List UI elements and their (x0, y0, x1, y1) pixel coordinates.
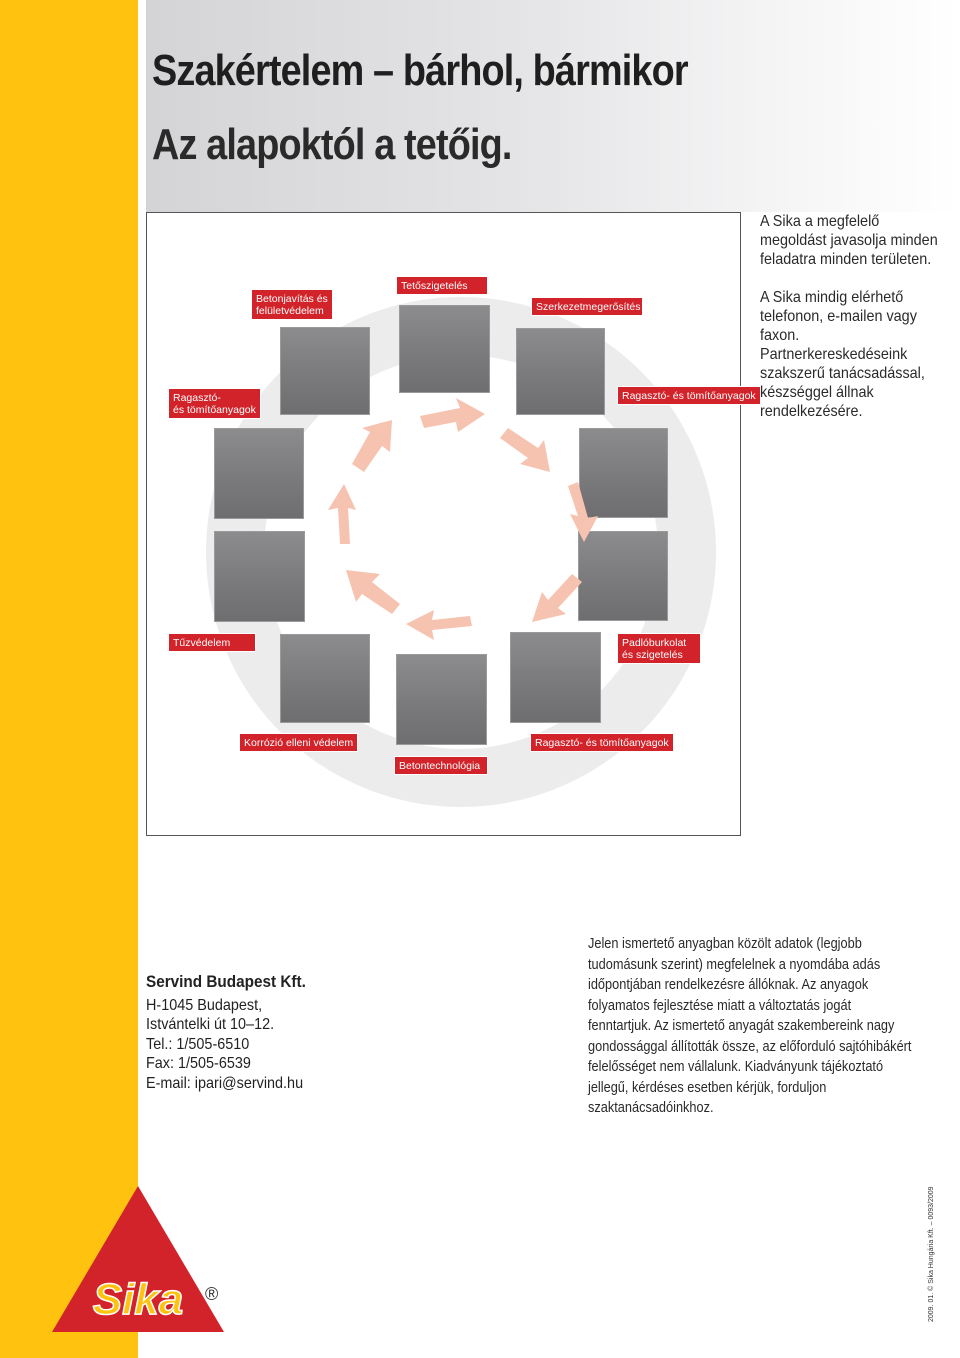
label-ragaszto-right (617, 386, 761, 405)
arrow-icon (352, 420, 392, 472)
photo-tuzvedelem (214, 531, 305, 622)
header-gradient (146, 0, 960, 212)
arrow-icon (500, 428, 550, 472)
side-text-paragraph-2: A Sika mindig elérhető telefonon, e-mailen vagy faxon. Partnerkereskedéseink szakszerű tanácsadással, készséggel állnak rendelkezésére. (760, 289, 925, 420)
contact-block (146, 972, 306, 1093)
address-line-1: H-1045 Budapest, (146, 996, 263, 1014)
label-line: Ragasztó- (173, 392, 221, 404)
label-ragaszto-bottom (530, 733, 674, 752)
label-line: Tűzvédelem (173, 637, 231, 649)
page-title: Szakértelem – bárhol, bármikor (152, 46, 688, 95)
label-line: felületvédelem (256, 305, 324, 317)
fax: Fax: 1/505-6539 (146, 1055, 251, 1072)
arrow-icon (346, 570, 400, 614)
label-korrozio (239, 733, 358, 752)
cycle-arrows (300, 390, 660, 650)
label-line: Tetőszigetelés (401, 280, 468, 292)
page-subtitle: Az alapoktól a tetőig. (152, 120, 512, 169)
label-line: Betontechnológia (399, 760, 481, 772)
label-line: Ragasztó- és tömítőanyagok (535, 737, 669, 749)
label-line: Korrózió elleni védelem (244, 737, 354, 749)
arrow-icon (532, 574, 582, 622)
arrow-icon (568, 482, 598, 542)
arrow-icon (406, 610, 472, 640)
label-line: és szigetelés (622, 649, 683, 661)
sika-logo-text: Sika (92, 1275, 184, 1324)
address-line-2: Istvántelki út 10–12. (146, 1016, 275, 1033)
disclaimer-text: Jelen ismertető anyagban közölt adatok (legjobb tudomásunk szerint) megfelelnek a nyomdába adás időpontjában rendelkezésre állóknak. Az anyagok folyamatos fejlesztése miatt a változtatás jogát fenntartjuk. Az ismertető anyagát szakembereink nagy gondossággal állították össze, az előforduló sajtóhibákért felelősséget nem vállalunk. Kiadványunk tájékoztató jellegű, kérdéses esetben kérjük, forduljon szaktanácsadóinkhoz. (588, 936, 912, 1116)
label-line: és tömítőanyagok (173, 404, 256, 416)
label-tuzvedelem (168, 633, 256, 652)
phone: Tel.: 1/505-6510 (146, 1035, 250, 1053)
label-line: Padlóburkolat (622, 637, 687, 649)
email[interactable]: E-mail: ipari@servind.hu (146, 1074, 304, 1092)
label-line: Ragasztó- és tömítőanyagok (622, 390, 756, 402)
label-tetoszigeteles (396, 276, 488, 295)
label-line: Betonjavítás és (256, 293, 328, 305)
photo-betontechnologia (396, 654, 487, 745)
side-text (760, 212, 940, 440)
label-szerkezetmegerosites (531, 297, 643, 316)
label-padloburkolat (617, 633, 701, 664)
registered-mark: ® (205, 1284, 219, 1304)
photo-tetoszigeteles (399, 305, 490, 393)
side-text-paragraph-1: A Sika a megfelelő megoldást javasolja minden feladatra minden területen. (760, 213, 938, 268)
label-line: Szerkezetmegerősítés (536, 301, 641, 313)
photo-ragaszto-left (214, 428, 304, 519)
label-ragaszto-left (168, 388, 261, 419)
imprint-text: 2009. 01. © Sika Hungária Kft. – 0093/2009 (928, 1186, 935, 1322)
company-name: Servind Budapest Kft. (146, 972, 306, 991)
sika-logo-icon (52, 1186, 224, 1332)
label-betonjavitas (251, 289, 333, 320)
label-betontechnologia (394, 756, 488, 775)
arrow-icon (328, 484, 356, 544)
arrow-icon (420, 398, 485, 432)
yellow-side-band (0, 0, 138, 1358)
